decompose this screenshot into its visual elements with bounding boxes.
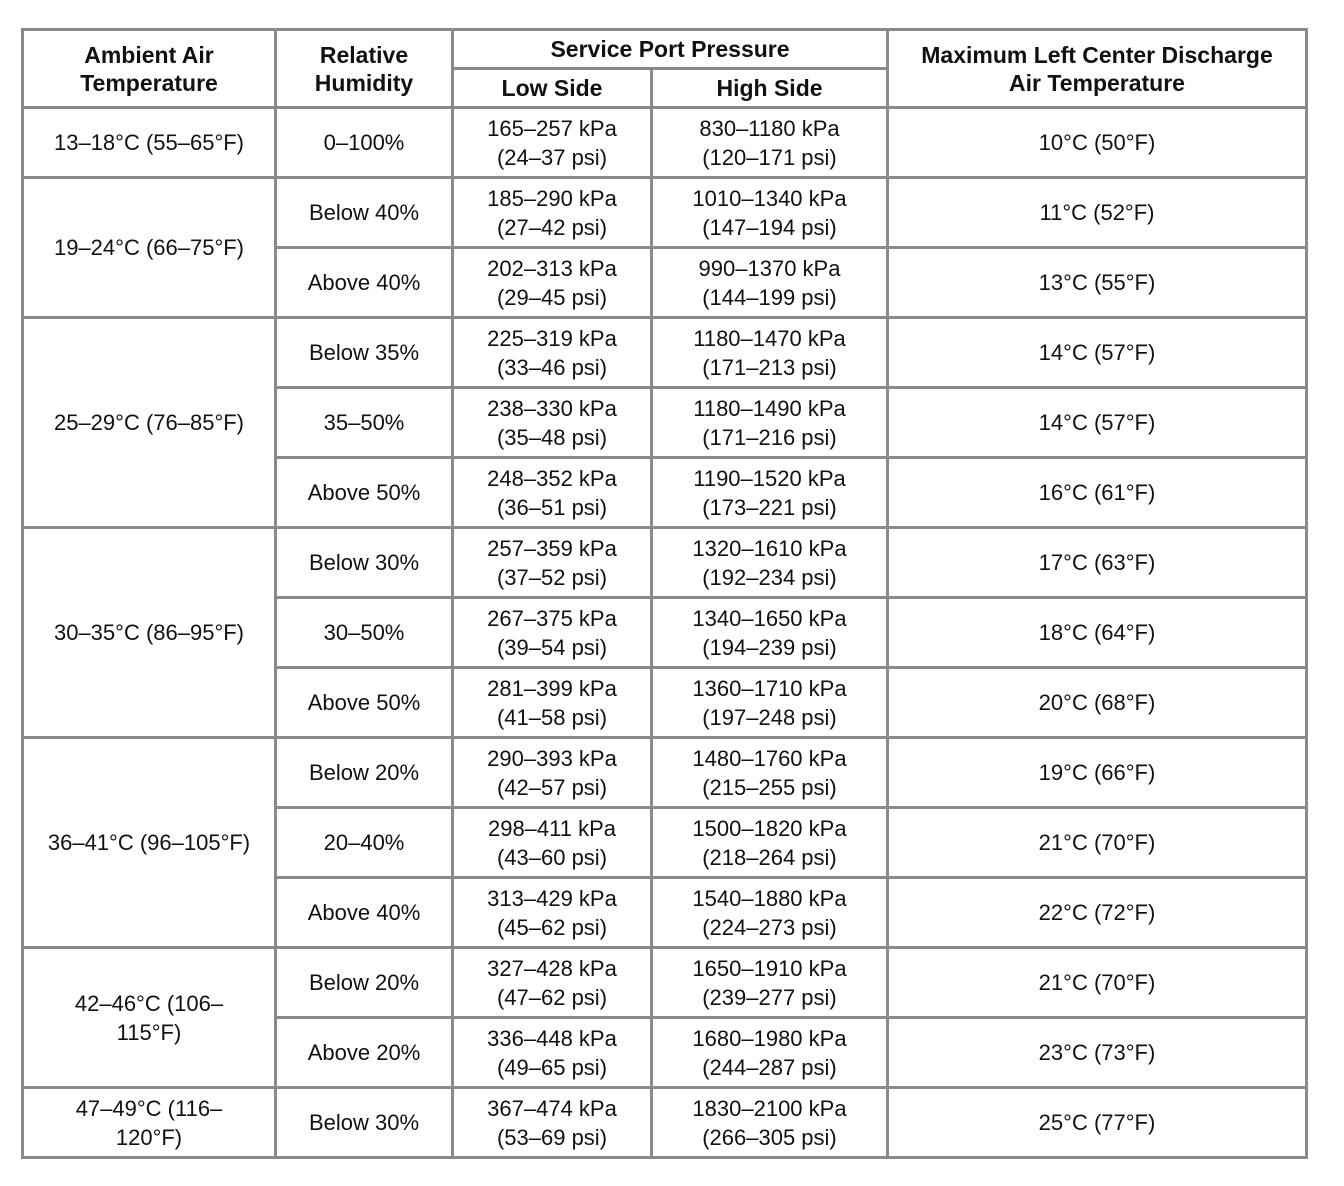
high-side-pressure-cell [652,388,888,458]
low-side-line-2: (35–48 psi) [496,424,608,450]
low-side-line-2: (37–52 psi) [496,564,608,590]
low-side-pressure-cell [453,178,652,248]
high-side-line-1: 1680–1980 kPa [692,1025,847,1051]
discharge-temperature-cell: 16°C (61°F) [888,458,1307,528]
discharge-temperature-cell: 14°C (57°F) [888,388,1307,458]
low-side-line-1: 185–290 kPa [487,185,617,211]
header-max-discharge-temperature [888,30,1307,108]
relative-humidity-cell: Below 35% [276,318,453,388]
high-side-line-1: 1190–1520 kPa [693,465,846,491]
low-side-pressure-cell [453,1088,652,1158]
low-side-line-2: (24–37 psi) [496,144,608,170]
low-side-line-2: (39–54 psi) [496,634,608,660]
high-side-line-1: 1180–1490 kPa [693,395,846,421]
header-ambient-temperature [23,30,276,108]
low-side-line-2: (29–45 psi) [496,284,608,310]
discharge-temperature-cell: 10°C (50°F) [888,108,1307,178]
high-side-pressure-cell [652,878,888,948]
low-side-pressure-cell [453,388,652,458]
relative-humidity-cell: 20–40% [276,808,453,878]
ambient-temperature-line-1: 13–18°C (55–65°F) [53,130,245,155]
ambient-temperature-line-1: 30–35°C (86–95°F) [53,620,245,645]
low-side-pressure-cell [453,458,652,528]
high-side-line-2: (147–194 psi) [702,214,837,240]
discharge-temperature-cell: 18°C (64°F) [888,598,1307,668]
low-side-pressure-cell [453,108,652,178]
high-side-pressure-cell [652,668,888,738]
table-row [23,738,1307,808]
high-side-line-2: (197–248 psi) [702,704,837,730]
high-side-line-2: (244–287 psi) [702,1054,837,1080]
low-side-line-1: 257–359 kPa [487,535,617,561]
high-side-line-1: 1320–1610 kPa [692,535,847,561]
high-side-pressure-cell [652,598,888,668]
low-side-line-1: 202–313 kPa [487,255,617,281]
low-side-pressure-cell [453,248,652,318]
high-side-line-2: (171–216 psi) [702,424,837,450]
high-side-line-1: 1180–1470 kPa [693,325,846,351]
high-side-line-2: (215–255 psi) [702,774,837,800]
ambient-temperature-cell [23,1088,276,1158]
low-side-line-2: (27–42 psi) [496,214,608,240]
high-side-line-1: 1540–1880 kPa [692,885,847,911]
low-side-line-2: (42–57 psi) [496,774,608,800]
relative-humidity-cell: Above 50% [276,458,453,528]
table-header [23,30,1307,108]
ambient-temperature-cell [23,318,276,528]
discharge-temperature-cell: 13°C (55°F) [888,248,1307,318]
low-side-pressure-cell [453,738,652,808]
relative-humidity-cell: Above 50% [276,668,453,738]
low-side-line-2: (43–60 psi) [496,844,608,870]
high-side-line-2: (173–221 psi) [702,494,837,520]
relative-humidity-cell: 0–100% [276,108,453,178]
ambient-temperature-line-1: 36–41°C (96–105°F) [47,830,251,855]
discharge-temperature-cell: 17°C (63°F) [888,528,1307,598]
discharge-temperature-cell: 20°C (68°F) [888,668,1307,738]
low-side-pressure-cell [453,878,652,948]
low-side-pressure-cell [453,948,652,1018]
low-side-pressure-cell [453,528,652,598]
relative-humidity-cell: Below 40% [276,178,453,248]
ambient-temperature-cell [23,948,276,1088]
low-side-line-1: 165–257 kPa [487,115,617,141]
discharge-temperature-cell: 14°C (57°F) [888,318,1307,388]
low-side-line-1: 281–399 kPa [487,675,617,701]
high-side-line-2: (194–239 psi) [702,634,837,660]
relative-humidity-cell: 30–50% [276,598,453,668]
low-side-line-2: (53–69 psi) [496,1124,608,1150]
low-side-line-1: 267–375 kPa [487,605,617,631]
discharge-temperature-cell: 22°C (72°F) [888,878,1307,948]
ac-performance-table [21,28,1308,1159]
ambient-temperature-cell [23,738,276,948]
table-row [23,178,1307,248]
low-side-line-1: 313–429 kPa [487,885,617,911]
header-low-side: Low Side [453,69,652,108]
table-body [23,108,1307,1158]
high-side-pressure-cell [652,458,888,528]
high-side-line-2: (224–273 psi) [702,914,837,940]
high-side-line-1: 830–1180 kPa [699,115,840,141]
high-side-pressure-cell [652,738,888,808]
low-side-line-1: 367–474 kPa [487,1095,617,1121]
low-side-line-1: 225–319 kPa [487,325,617,351]
ambient-temperature-line-2: 120°F) [115,1124,183,1150]
relative-humidity-cell: Above 40% [276,248,453,318]
ambient-temperature-line-2: 115°F) [116,1019,182,1045]
high-side-pressure-cell [652,178,888,248]
header-humidity-line-1: Relative [319,41,409,68]
high-side-line-2: (239–277 psi) [702,984,837,1010]
header-service-port-pressure: Service Port Pressure [453,30,888,69]
low-side-line-2: (47–62 psi) [496,984,608,1010]
high-side-line-1: 1500–1820 kPa [692,815,847,841]
low-side-pressure-cell [453,318,652,388]
high-side-pressure-cell [652,948,888,1018]
header-ambient-line-2: Temperature [80,69,218,96]
relative-humidity-cell: Below 30% [276,1088,453,1158]
high-side-line-2: (144–199 psi) [702,284,837,310]
relative-humidity-cell: Below 20% [276,738,453,808]
low-side-line-2: (45–62 psi) [496,914,608,940]
high-side-pressure-cell [652,108,888,178]
high-side-pressure-cell [652,1018,888,1088]
ambient-temperature-cell [23,528,276,738]
header-discharge-line-1: Maximum Left Center Discharge [921,41,1273,68]
header-row-top [23,30,1307,69]
discharge-temperature-cell: 23°C (73°F) [888,1018,1307,1088]
low-side-line-1: 290–393 kPa [487,745,617,771]
ambient-temperature-line-1: 47–49°C (116– [75,1095,223,1121]
high-side-line-2: (266–305 psi) [702,1124,837,1150]
ambient-temperature-line-1: 42–46°C (106– [74,990,224,1016]
table-row [23,108,1307,178]
discharge-temperature-cell: 19°C (66°F) [888,738,1307,808]
discharge-temperature-cell: 21°C (70°F) [888,808,1307,878]
relative-humidity-cell: Above 20% [276,1018,453,1088]
header-humidity-line-2: Humidity [314,69,414,96]
low-side-line-2: (49–65 psi) [496,1054,608,1080]
table-row [23,1088,1307,1158]
high-side-line-1: 990–1370 kPa [698,255,841,281]
high-side-line-1: 1650–1910 kPa [692,955,847,981]
high-side-line-1: 1830–2100 kPa [692,1095,847,1121]
low-side-line-1: 327–428 kPa [487,955,617,981]
relative-humidity-cell: 35–50% [276,388,453,458]
high-side-pressure-cell [652,318,888,388]
high-side-line-1: 1010–1340 kPa [692,185,847,211]
high-side-line-2: (192–234 psi) [702,564,837,590]
low-side-pressure-cell [453,668,652,738]
table-row [23,528,1307,598]
low-side-line-1: 238–330 kPa [487,395,617,421]
low-side-line-2: (41–58 psi) [496,704,608,730]
high-side-line-2: (218–264 psi) [702,844,837,870]
relative-humidity-cell: Above 40% [276,878,453,948]
low-side-line-2: (33–46 psi) [496,354,608,380]
header-high-side: High Side [652,69,888,108]
low-side-line-2: (36–51 psi) [496,494,608,520]
high-side-line-1: 1480–1760 kPa [692,745,847,771]
high-side-pressure-cell [652,1088,888,1158]
ambient-temperature-cell [23,108,276,178]
low-side-pressure-cell [453,1018,652,1088]
high-side-line-1: 1340–1650 kPa [692,605,847,631]
relative-humidity-cell: Below 30% [276,528,453,598]
ambient-temperature-line-1: 19–24°C (66–75°F) [53,235,245,260]
discharge-temperature-cell: 21°C (70°F) [888,948,1307,1018]
high-side-line-2: (171–213 psi) [702,354,837,380]
low-side-line-1: 336–448 kPa [487,1025,617,1051]
discharge-temperature-cell: 25°C (77°F) [888,1088,1307,1158]
discharge-temperature-cell: 11°C (52°F) [888,178,1307,248]
high-side-line-2: (120–171 psi) [702,144,837,170]
relative-humidity-cell: Below 20% [276,948,453,1018]
low-side-line-1: 298–411 kPa [487,815,617,841]
ambient-temperature-line-1: 25–29°C (76–85°F) [53,410,245,435]
high-side-pressure-cell [652,248,888,318]
low-side-line-1: 248–352 kPa [487,465,617,491]
header-discharge-line-2: Air Temperature [1009,69,1185,96]
ambient-temperature-cell [23,178,276,318]
low-side-pressure-cell [453,808,652,878]
header-ambient-line-1: Ambient Air [84,41,214,68]
high-side-pressure-cell [652,528,888,598]
table-row [23,318,1307,388]
low-side-pressure-cell [453,598,652,668]
table-row [23,948,1307,1018]
high-side-line-1: 1360–1710 kPa [692,675,847,701]
header-relative-humidity [276,30,453,108]
high-side-pressure-cell [652,808,888,878]
